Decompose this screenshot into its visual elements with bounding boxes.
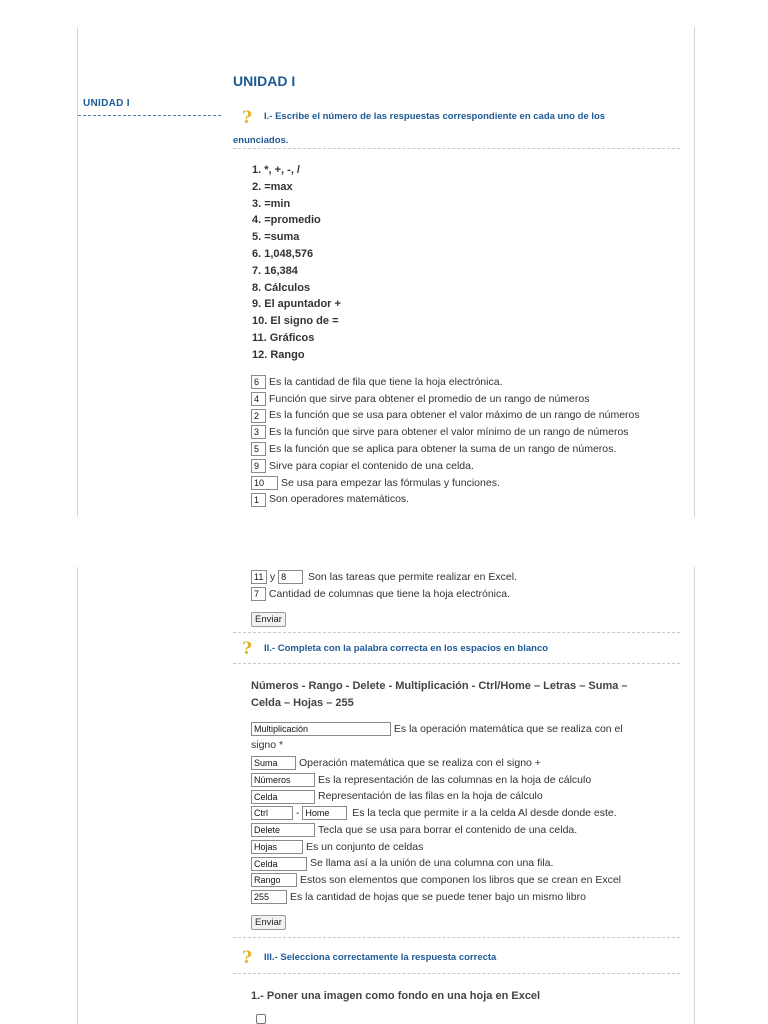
- option-item: 6. 1,048,576: [252, 248, 314, 260]
- row-text: Es la función que sirve para obtener el valor mínimo de un rango de números: [269, 426, 629, 439]
- answer-input[interactable]: 9: [251, 459, 266, 473]
- option-item: 2. =max: [252, 180, 293, 193]
- match-row: [251, 493, 409, 507]
- answer-input[interactable]: Suma: [251, 756, 296, 770]
- option-item: 5. =suma: [252, 231, 300, 244]
- fill-row: [251, 823, 577, 837]
- row-text: Se usa para empezar las fórmulas y funciones.: [281, 476, 500, 489]
- section3-question: III.- Selecciona correctamente la respuesta correcta: [264, 952, 497, 963]
- fill-row-ctrl: [251, 806, 617, 820]
- question-mark-icon: ?: [242, 639, 252, 659]
- answer-input[interactable]: 8: [278, 570, 303, 584]
- answer-input[interactable]: 11: [251, 570, 267, 584]
- answer-checkbox[interactable]: [256, 1014, 266, 1024]
- row-text: Operación matemática que se realiza con el signo +: [299, 756, 541, 769]
- joiner-text: -: [295, 806, 300, 819]
- answer-input[interactable]: Delete: [251, 823, 315, 837]
- match-row: [251, 442, 616, 456]
- answer-input[interactable]: Celda: [251, 790, 315, 804]
- section-divider: [233, 632, 680, 633]
- row-text: Es la tecla que permite ir a la celda Al desde donde este.: [352, 806, 617, 819]
- row-text: Sirve para copiar el contenido de una celda.: [269, 459, 474, 472]
- option-item: 7. 16,384: [252, 264, 298, 277]
- answer-input[interactable]: 2: [251, 409, 266, 423]
- match-row: [251, 476, 500, 490]
- question-mark-icon: ?: [242, 108, 252, 128]
- answer-input[interactable]: 4: [251, 392, 266, 406]
- row-text: Son las tareas que permite realizar en Excel.: [308, 570, 517, 583]
- option-item: 12. Rango: [252, 348, 305, 361]
- section-divider: [233, 973, 680, 974]
- answer-input[interactable]: 6: [251, 375, 266, 389]
- answer-input[interactable]: Celda: [251, 857, 307, 871]
- sidebar-unit-link[interactable]: UNIDAD I: [83, 98, 130, 109]
- section-divider: [233, 663, 680, 664]
- row-text: Se llama así a la unión de una columna con una fila.: [310, 857, 554, 870]
- fill-row: [251, 890, 586, 904]
- match-row: [251, 425, 629, 439]
- answer-input[interactable]: 255: [251, 890, 287, 904]
- match-row: [251, 375, 503, 389]
- sidebar-divider: [78, 115, 221, 116]
- joiner-text: y: [269, 570, 276, 583]
- section1-question: I.- Escribe el número de las respuestas correspondiente en cada uno de los: [264, 111, 606, 122]
- match-row: [251, 459, 474, 473]
- word-bank-line: Celda – Hojas – 255: [251, 697, 354, 709]
- section1-question-cont: enunciados.: [233, 135, 289, 146]
- option-item: 4. =promedio: [252, 214, 321, 227]
- answer-input[interactable]: 10: [251, 476, 278, 490]
- match-row-columns: [251, 587, 510, 601]
- answer-input[interactable]: Home: [302, 806, 347, 820]
- row-text: Estos son elementos que componen los libros que se crean en Excel: [300, 874, 622, 887]
- row-text: Es la cantidad de fila que tiene la hoja electrónica.: [269, 375, 503, 388]
- fill-row: [251, 756, 541, 770]
- row-text: Es la cantidad de hojas que se puede tener bajo un mismo libro: [290, 890, 586, 903]
- answer-input[interactable]: 3: [251, 425, 266, 439]
- fill-row-continuation: signo *: [251, 739, 284, 751]
- match-row: [251, 392, 589, 406]
- submit-button[interactable]: Enviar: [251, 612, 286, 627]
- option-item: 10. El signo de =: [252, 315, 339, 328]
- section2-question: II.- Completa con la palabra correcta en los espacios en blanco: [264, 643, 549, 654]
- row-text: Es la función que se aplica para obtener la suma de un rango de números.: [269, 442, 617, 455]
- row-text: Es la representación de las columnas en la hoja de cálculo: [318, 773, 592, 786]
- answer-input[interactable]: 1: [251, 493, 266, 507]
- section-divider: [233, 937, 680, 938]
- answer-input[interactable]: Rango: [251, 873, 297, 887]
- row-text: Es la operación matemática que se realiza con el: [393, 722, 623, 735]
- answer-input[interactable]: Números: [251, 773, 315, 787]
- row-text: Es un conjunto de celdas: [306, 840, 424, 853]
- word-bank: [251, 678, 671, 712]
- section-divider: [233, 148, 680, 149]
- match-row-tasks: [251, 570, 517, 584]
- fill-row: [251, 790, 543, 804]
- row-text: Tecla que se usa para borrar el contenido de una celda.: [318, 823, 578, 836]
- match-row: [251, 409, 640, 423]
- section3-item: 1.- Poner una imagen como fondo en una hoja en Excel: [251, 990, 541, 1002]
- answer-input[interactable]: 5: [251, 442, 266, 456]
- row-text: Función que sirve para obtener el promedio de un rango de números: [269, 392, 590, 405]
- option-item: 9. El apuntador +: [252, 298, 341, 311]
- fill-row: [251, 873, 621, 887]
- fill-row: [251, 840, 423, 854]
- page-title: UNIDAD I: [233, 73, 296, 89]
- answer-input[interactable]: Ctrl: [251, 806, 293, 820]
- answer-input[interactable]: Multiplicación: [251, 722, 391, 736]
- option-item: 1. *, +, -, /: [252, 164, 300, 176]
- row-text: Cantidad de columnas que tiene la hoja electrónica.: [268, 587, 510, 600]
- row-text: Son operadores matemáticos.: [269, 493, 410, 506]
- answer-input[interactable]: 7: [251, 587, 266, 601]
- submit-button[interactable]: Enviar: [251, 915, 286, 930]
- row-text: Representación de las filas en la hoja de cálculo: [318, 790, 543, 803]
- answer-input[interactable]: Hojas: [251, 840, 303, 854]
- option-item: 3. =min: [252, 197, 291, 210]
- option-item: 8. Cálculos: [252, 281, 311, 294]
- question-mark-icon: ?: [242, 948, 252, 968]
- fill-row: [251, 857, 553, 871]
- fill-row: [251, 722, 623, 736]
- row-text: Es la función que se usa para obtener el valor máximo de un rango de números: [269, 409, 640, 422]
- option-item: 11. Gráficos: [252, 332, 315, 344]
- word-bank-line: Números - Rango - Delete - Multiplicación - Ctrl/Home – Letras – Suma –: [251, 680, 628, 692]
- fill-row: [251, 773, 591, 787]
